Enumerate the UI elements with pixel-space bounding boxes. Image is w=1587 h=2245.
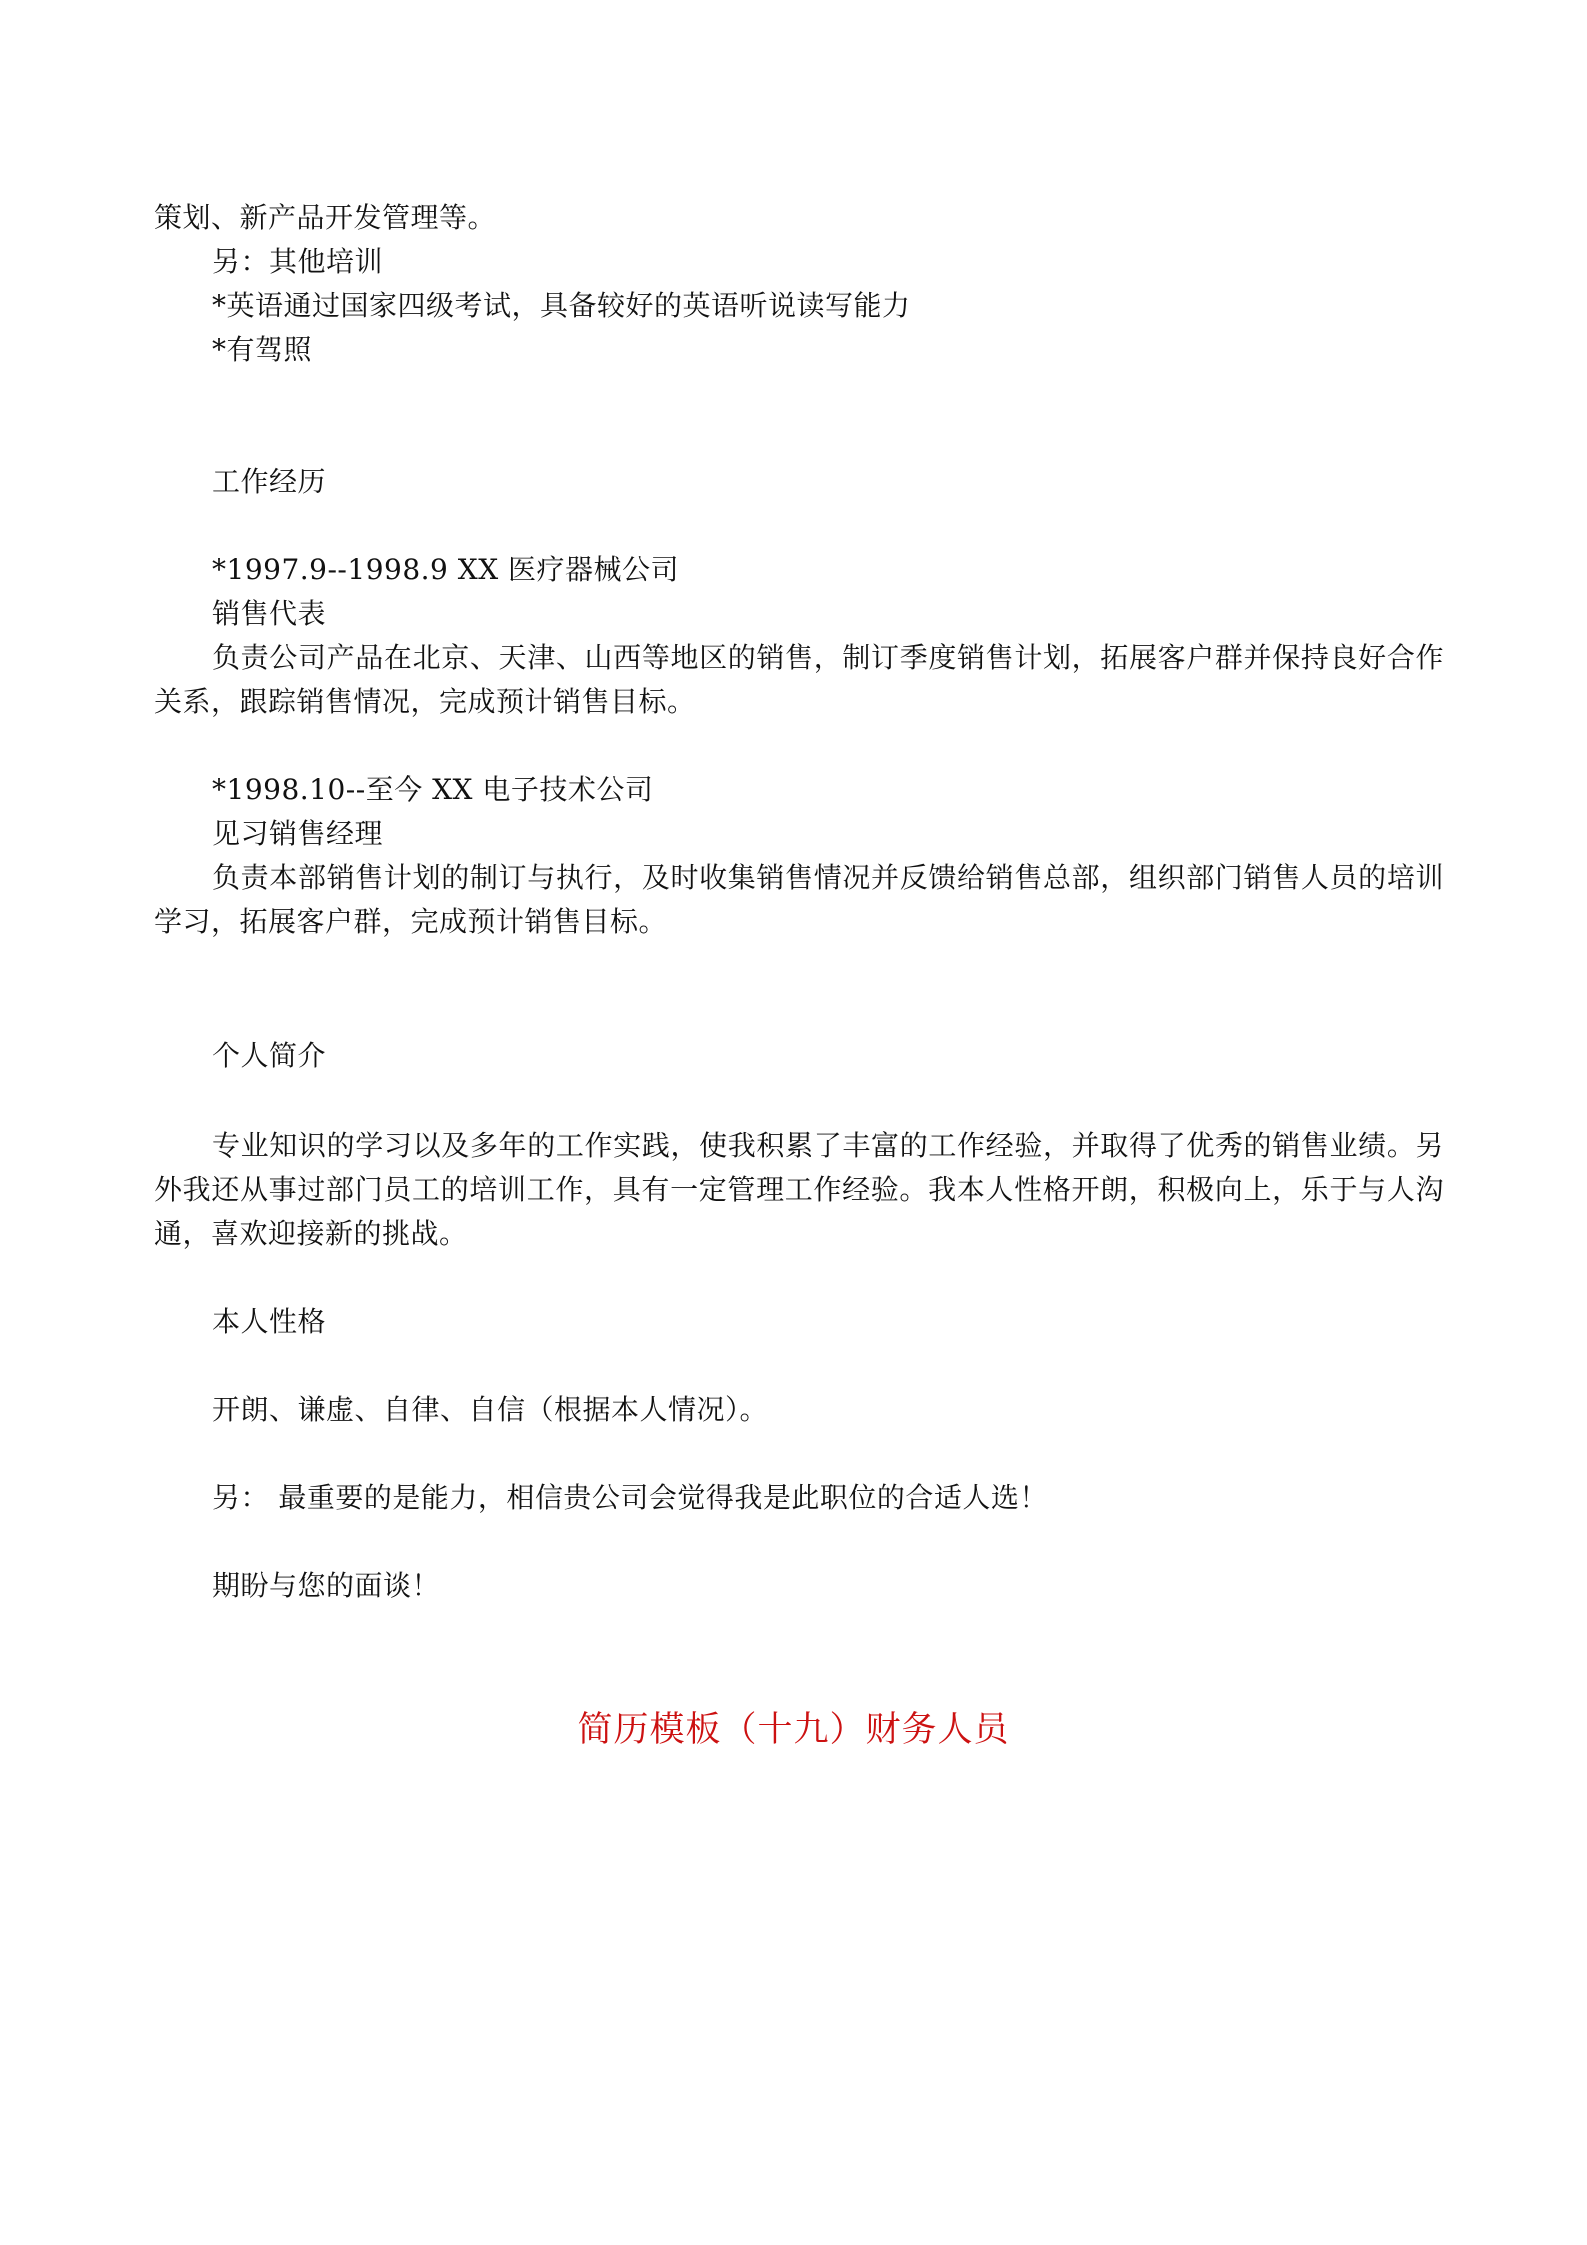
closing-farewell: 期盼与您的面谈！ bbox=[212, 1569, 441, 1602]
job-role-2: 见习销售经理 bbox=[212, 817, 384, 850]
english-certificate: *英语通过国家四级考试，具备较好的英语听说读写能力 bbox=[212, 289, 911, 322]
next-template-title: 简历模板（十九）财务人员 bbox=[577, 1710, 1010, 1750]
personality-text: 开朗、谦虚、自律、自信（根据本人情况）。 bbox=[212, 1393, 769, 1426]
training-continued: 策划、新产品开发管理等。 bbox=[154, 201, 497, 234]
other-training-label: 另：其他培训 bbox=[212, 245, 384, 278]
driver-license: *有驾照 bbox=[212, 333, 313, 366]
personality-heading: 本人性格 bbox=[212, 1305, 327, 1338]
closing-note: 另： 最重要的是能力，相信贵公司会觉得我是此职位的合适人选！ bbox=[212, 1481, 1048, 1514]
job-period-2: *1998.10--至今 XX 电子技术公司 bbox=[212, 773, 654, 806]
job-period-1: *1997.9--1998.9 XX 医疗器械公司 bbox=[212, 553, 680, 586]
job-description-1: 负责公司产品在北京、天津、山西等地区的销售，制订季度销售计划，拓展客户群并保持良好合作关系，跟踪销售情况，完成预计销售目标。 bbox=[154, 641, 1444, 718]
profile-text: 专业知识的学习以及多年的工作实践，使我积累了丰富的工作经验，并取得了优秀的销售业绩。另外我还从事过部门员工的培训工作，具有一定管理工作经验。我本人性格开朗，积极向上，乐于与人沟通，喜欢迎接新的挑战。 bbox=[154, 1129, 1444, 1250]
profile-heading: 个人简介 bbox=[212, 1039, 327, 1072]
work-experience-heading: 工作经历 bbox=[212, 465, 327, 498]
job-role-1: 销售代表 bbox=[212, 597, 327, 630]
job-description-2: 负责本部销售计划的制订与执行，及时收集销售情况并反馈给销售总部，组织部门销售人员的培训学习，拓展客户群，完成预计销售目标。 bbox=[154, 861, 1444, 938]
